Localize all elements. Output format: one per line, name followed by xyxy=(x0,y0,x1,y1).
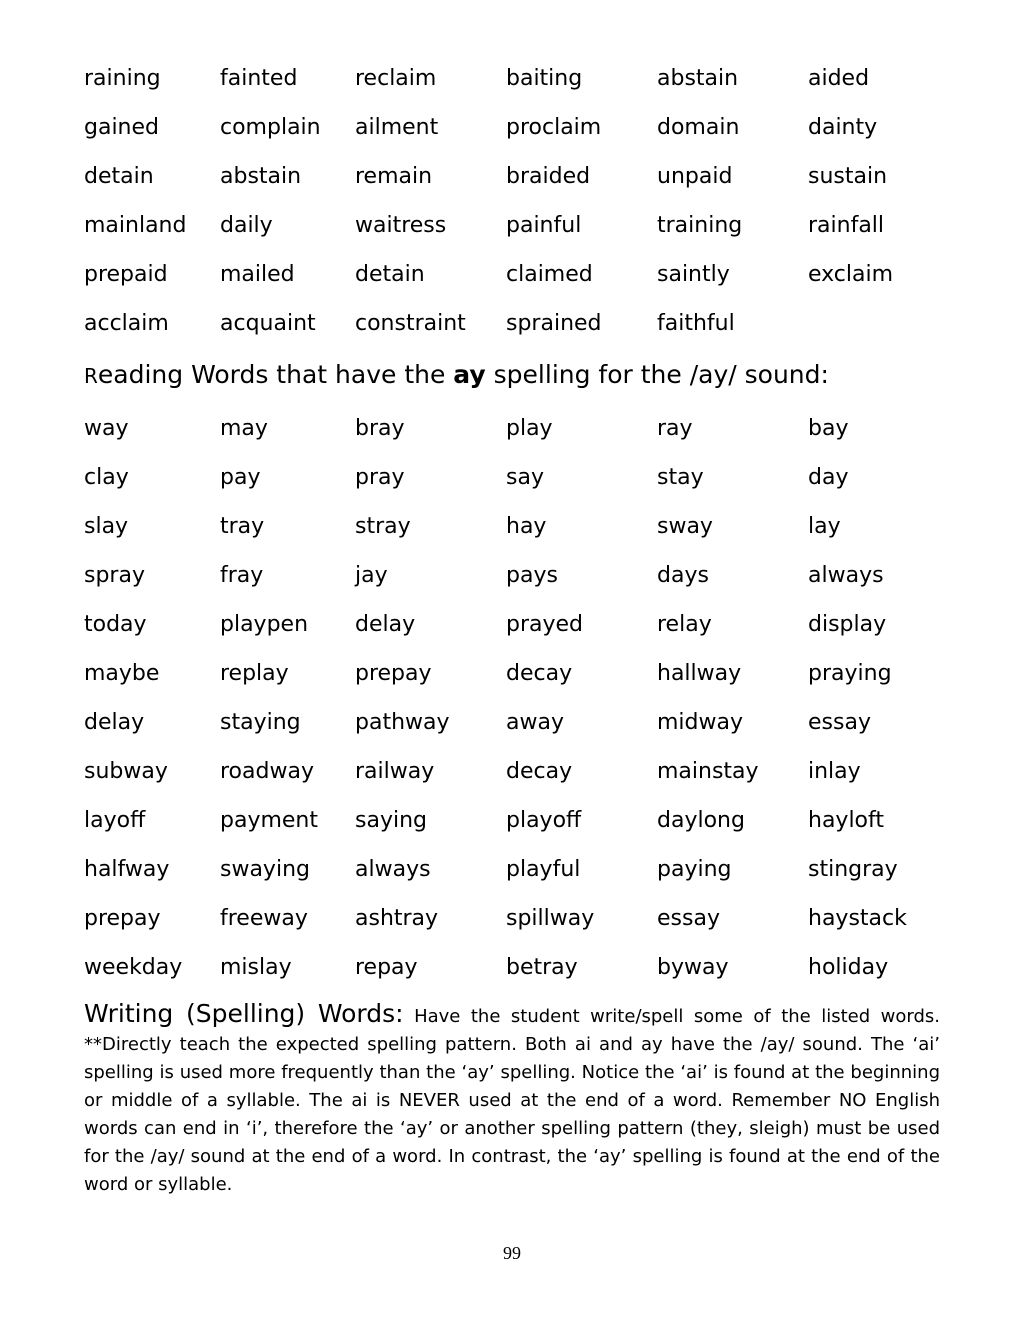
ai-word-table xyxy=(84,54,964,348)
word-cell: swaying xyxy=(220,857,310,882)
word-cell: subway xyxy=(84,759,168,784)
word-cell: training xyxy=(657,213,743,238)
word-row xyxy=(84,299,964,348)
word-cell: saintly xyxy=(657,262,730,287)
word-cell: praying xyxy=(808,661,892,686)
word-cell: mailed xyxy=(220,262,295,287)
word-cell: detain xyxy=(355,262,425,287)
word-cell: prayed xyxy=(506,612,584,637)
word-cell: betray xyxy=(506,955,578,980)
word-cell: sustain xyxy=(808,164,888,189)
word-cell: braided xyxy=(506,164,591,189)
word-row xyxy=(84,502,964,551)
word-row xyxy=(84,747,964,796)
word-cell: hay xyxy=(506,514,547,539)
word-row xyxy=(84,54,964,103)
word-cell: delay xyxy=(84,710,145,735)
word-cell: stray xyxy=(355,514,411,539)
word-cell: day xyxy=(808,465,849,490)
word-cell: bray xyxy=(355,416,405,441)
word-cell: freeway xyxy=(220,906,308,931)
heading-text-before: eading Words that have the xyxy=(97,360,454,389)
word-cell: saying xyxy=(355,808,427,833)
word-cell: slay xyxy=(84,514,129,539)
word-cell: sprained xyxy=(506,311,602,336)
word-cell: haystack xyxy=(808,906,907,931)
word-cell: repay xyxy=(355,955,418,980)
word-cell: pray xyxy=(355,465,405,490)
word-cell: relay xyxy=(657,612,712,637)
word-cell: always xyxy=(808,563,884,588)
word-cell: today xyxy=(84,612,147,637)
word-cell: ray xyxy=(657,416,693,441)
word-cell: fainted xyxy=(220,66,298,91)
word-cell: baiting xyxy=(506,66,583,91)
word-cell: claimed xyxy=(506,262,593,287)
word-cell: roadway xyxy=(220,759,314,784)
word-cell: may xyxy=(220,416,268,441)
writing-body: Have the student write/spell some of the listed words. **Directly teach the expected spelling pattern. Both ai and ay have the /ay/ sound. The ‘ai’ spelling is used more frequently than the ‘ay’ spelling. Notice the ‘ai’ is found at the beginning or middle of a syllable. The ai is NEVER used at the end of a word. Remember NO English words can end in ‘i’, therefore the ‘ay’ or another spelling pattern (they, sleigh) must be used for the /ay/ sound at the end of a word. In contrast, the ‘ay’ spelling is found at the end of the word or syllable. xyxy=(84,1006,940,1195)
writing-instructions xyxy=(84,1000,940,1199)
word-cell: maybe xyxy=(84,661,160,686)
word-cell: prepay xyxy=(355,661,432,686)
word-cell: replay xyxy=(220,661,289,686)
word-cell: staying xyxy=(220,710,301,735)
word-cell: playpen xyxy=(220,612,309,637)
heading-text-after: spelling for the /ay/ sound: xyxy=(485,360,829,389)
word-cell: playful xyxy=(506,857,581,882)
word-cell: halfway xyxy=(84,857,170,882)
word-cell: lay xyxy=(808,514,841,539)
word-row xyxy=(84,796,964,845)
word-cell: daily xyxy=(220,213,273,238)
word-cell: delay xyxy=(355,612,416,637)
word-cell: hayloft xyxy=(808,808,885,833)
word-cell: pays xyxy=(506,563,558,588)
word-cell: reclaim xyxy=(355,66,437,91)
word-row xyxy=(84,250,964,299)
ay-word-table xyxy=(84,404,964,992)
heading-first-letter: R xyxy=(84,364,98,388)
word-cell: decay xyxy=(506,661,573,686)
word-cell: raining xyxy=(84,66,161,91)
word-cell: play xyxy=(506,416,553,441)
word-cell: detain xyxy=(84,164,154,189)
word-cell: payment xyxy=(220,808,319,833)
word-cell: ailment xyxy=(355,115,439,140)
word-cell: hallway xyxy=(657,661,742,686)
word-cell: proclaim xyxy=(506,115,602,140)
word-row xyxy=(84,600,964,649)
word-cell: mainstay xyxy=(657,759,759,784)
word-cell: sway xyxy=(657,514,713,539)
word-cell: midway xyxy=(657,710,744,735)
word-cell: ashtray xyxy=(355,906,439,931)
word-cell: domain xyxy=(657,115,740,140)
word-cell: complain xyxy=(220,115,321,140)
heading-bold-pattern: ay xyxy=(453,360,486,389)
word-cell: always xyxy=(355,857,431,882)
word-cell: stingray xyxy=(808,857,898,882)
word-cell: way xyxy=(84,416,129,441)
word-cell: pathway xyxy=(355,710,450,735)
word-cell: constraint xyxy=(355,311,466,336)
word-cell: playoff xyxy=(506,808,582,833)
word-cell: display xyxy=(808,612,887,637)
word-cell: holiday xyxy=(808,955,889,980)
word-cell: fray xyxy=(220,563,264,588)
word-cell: waitress xyxy=(355,213,447,238)
word-cell: faithful xyxy=(657,311,735,336)
word-cell: pay xyxy=(220,465,261,490)
word-cell: weekday xyxy=(84,955,183,980)
word-cell: spillway xyxy=(506,906,595,931)
word-row xyxy=(84,894,964,943)
word-cell: mainland xyxy=(84,213,187,238)
word-cell: say xyxy=(506,465,544,490)
word-cell: clay xyxy=(84,465,129,490)
word-cell: acclaim xyxy=(84,311,169,336)
word-row xyxy=(84,943,964,992)
word-cell: essay xyxy=(808,710,871,735)
word-cell: acquaint xyxy=(220,311,316,336)
word-cell: prepaid xyxy=(84,262,168,287)
word-cell: mislay xyxy=(220,955,292,980)
ay-section-heading xyxy=(84,357,829,394)
word-cell: dainty xyxy=(808,115,878,140)
word-cell: spray xyxy=(84,563,145,588)
word-cell: essay xyxy=(657,906,720,931)
word-cell: abstain xyxy=(220,164,302,189)
word-cell: gained xyxy=(84,115,160,140)
word-cell: tray xyxy=(220,514,265,539)
word-cell: away xyxy=(506,710,564,735)
word-row xyxy=(84,649,964,698)
word-row xyxy=(84,698,964,747)
word-cell: abstain xyxy=(657,66,739,91)
word-cell: daylong xyxy=(657,808,745,833)
word-cell: exclaim xyxy=(808,262,894,287)
word-cell: remain xyxy=(355,164,433,189)
word-cell: rainfall xyxy=(808,213,885,238)
word-cell: prepay xyxy=(84,906,161,931)
word-row xyxy=(84,453,964,502)
word-cell: inlay xyxy=(808,759,861,784)
word-cell: railway xyxy=(355,759,435,784)
word-cell: stay xyxy=(657,465,704,490)
word-cell: aided xyxy=(808,66,870,91)
word-row xyxy=(84,201,964,250)
word-row xyxy=(84,551,964,600)
word-cell: byway xyxy=(657,955,729,980)
page-number: 99 xyxy=(503,1243,521,1263)
word-cell: unpaid xyxy=(657,164,733,189)
word-cell: bay xyxy=(808,416,849,441)
word-cell: layoff xyxy=(84,808,146,833)
word-cell: painful xyxy=(506,213,582,238)
word-row xyxy=(84,152,964,201)
word-row xyxy=(84,845,964,894)
word-row xyxy=(84,103,964,152)
word-cell: paying xyxy=(657,857,732,882)
writing-title: Writing (Spelling) Words: xyxy=(84,999,404,1028)
word-row xyxy=(84,404,964,453)
word-cell: jay xyxy=(355,563,388,588)
word-cell: days xyxy=(657,563,709,588)
word-cell: decay xyxy=(506,759,573,784)
